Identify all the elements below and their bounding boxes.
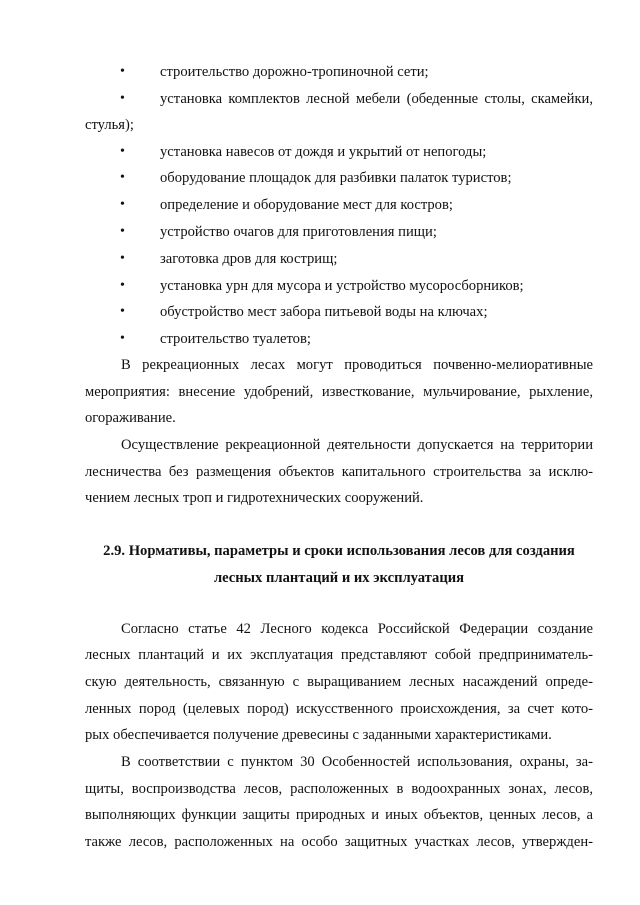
paragraph-line: мероприятия: внесение удобрений, известкование, мульчирование, рыхление,: [85, 384, 593, 400]
bullet-marker: •: [120, 144, 125, 159]
paragraph-line: ленных пород (целевых пород) искусственного происхождения, за счет кото-: [85, 701, 593, 717]
paragraph-line: лесных плантаций и их эксплуатация представляют собой предприниматель-: [85, 647, 593, 663]
bullet-marker: •: [120, 278, 125, 293]
bullet-item: установка урн для мусора и устройство мусоросборников;: [160, 278, 524, 294]
bullet-marker: •: [120, 224, 125, 239]
bullet-item: строительство дорожно-тропиночной сети;: [160, 64, 429, 80]
paragraph-line: также лесов, расположенных на особо защитных участках лесов, утвержден-: [85, 834, 593, 850]
paragraph-line: огораживание.: [85, 410, 176, 426]
bullet-marker: •: [120, 304, 125, 319]
bullet-marker: •: [120, 91, 125, 106]
paragraph-line: выполняющих функции защиты природных и иных объектов, ценных лесов, а: [85, 807, 593, 823]
paragraph-line: Согласно статье 42 Лесного кодекса Российской Федерации создание: [121, 621, 593, 637]
paragraph-line: В рекреационных лесах могут проводиться почвенно-мелиоративные: [121, 357, 593, 373]
heading-line: лесных плантаций и их эксплуатация: [213, 570, 465, 586]
bullet-marker: •: [120, 170, 125, 185]
bullet-item: определение и оборудование мест для костров;: [160, 197, 453, 213]
bullet-marker: •: [120, 251, 125, 266]
paragraph-line: чением лесных троп и гидротехнических сооружений.: [85, 490, 424, 506]
paragraph-line: Осуществление рекреационной деятельности допускается на территории: [121, 437, 593, 453]
bullet-marker: •: [120, 64, 125, 79]
bullet-item: строительство туалетов;: [160, 331, 311, 347]
bullet-item-continuation: стулья);: [85, 117, 134, 133]
bullet-item: оборудование площадок для разбивки палаток туристов;: [160, 170, 512, 186]
bullet-item: установка комплектов лесной мебели (обеденные столы, скамейки,: [160, 91, 593, 107]
paragraph-line: щиты, воспроизводства лесов, расположенных в водоохранных зонах, лесов,: [85, 781, 593, 797]
paragraph-line: лесничества без размещения объектов капитального строительства за исклю-: [85, 464, 593, 480]
paragraph-line: скую деятельность, связанную с выращиванием лесных насаждений опреде-: [85, 674, 593, 690]
bullet-marker: •: [120, 197, 125, 212]
paragraph-line: рых обеспечивается получение древесины с заданными характеристиками.: [85, 727, 552, 743]
bullet-item: устройство очагов для приготовления пищи;: [160, 224, 437, 240]
bullet-item: заготовка дров для кострищ;: [160, 251, 338, 267]
heading-line: 2.9. Нормативы, параметры и сроки использования лесов для создания: [103, 543, 575, 559]
bullet-item: установка навесов от дождя и укрытий от непогоды;: [160, 144, 487, 160]
bullet-marker: •: [120, 331, 125, 346]
bullet-item: обустройство мест забора питьевой воды на ключах;: [160, 304, 488, 320]
paragraph-line: В соответствии с пунктом 30 Особенностей использования, охраны, за-: [121, 754, 593, 770]
